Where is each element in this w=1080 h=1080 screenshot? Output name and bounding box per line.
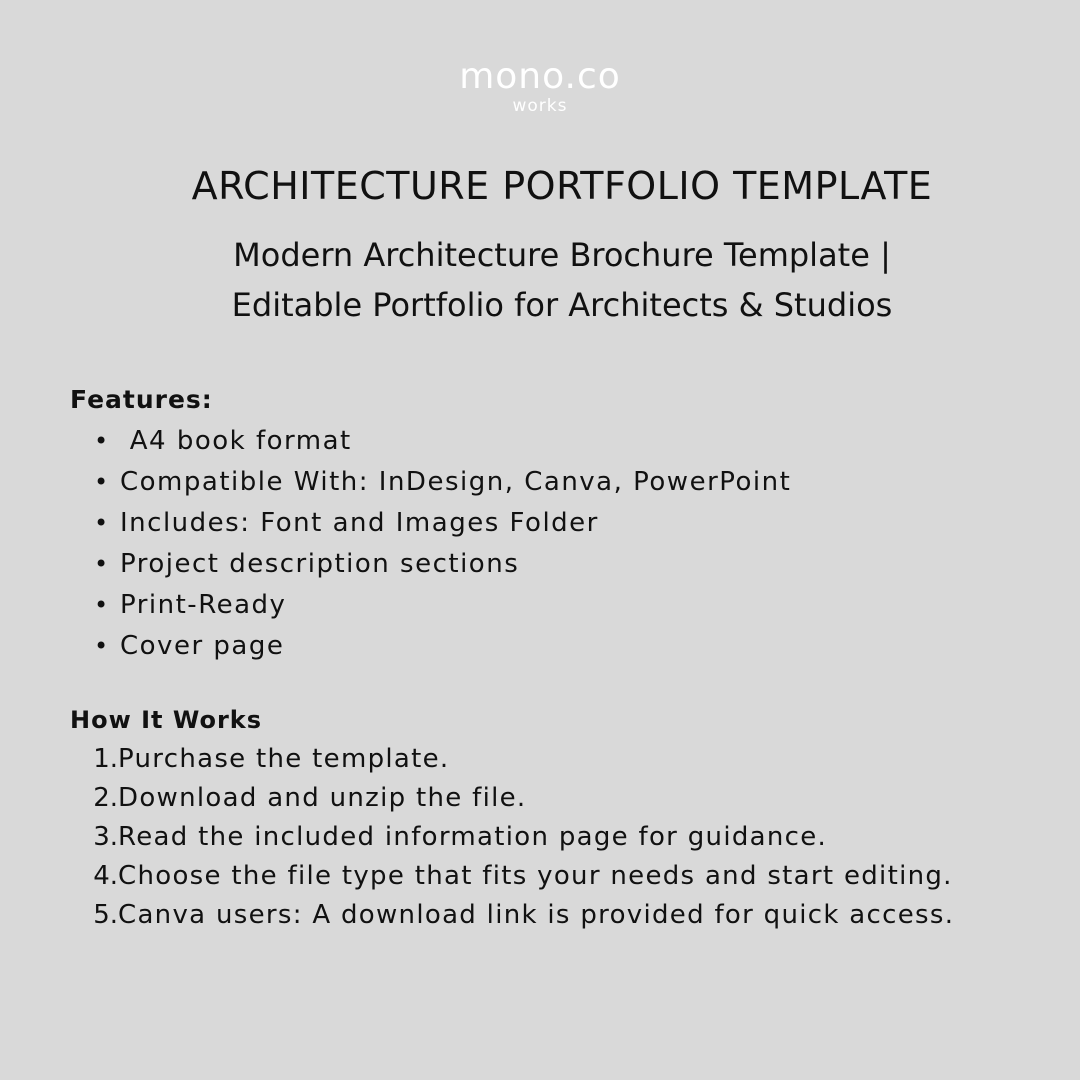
bullet-icon: • — [94, 591, 110, 619]
step-number: 1. — [93, 744, 118, 774]
feature-text: Print-Ready — [120, 590, 287, 620]
list-item — [90, 421, 791, 462]
features-list — [90, 421, 791, 667]
list-item — [90, 626, 791, 667]
subtitle-line-2: Editable Portfolio for Architects & Studios — [231, 286, 893, 324]
bullet-icon: • — [94, 509, 110, 537]
bullet-icon: • — [94, 550, 110, 578]
step-text: Read the included information page for guidance. — [118, 822, 828, 852]
list-item — [90, 503, 791, 544]
feature-text: Project description sections — [120, 549, 520, 579]
list-item — [90, 544, 791, 585]
step-number: 3. — [93, 822, 118, 852]
features-heading: Features: — [70, 385, 213, 414]
list-item — [90, 462, 791, 503]
step-number: 4. — [93, 861, 118, 891]
feature-text: A4 book format — [120, 426, 352, 456]
logo-tagline: works — [512, 96, 568, 116]
feature-text: Compatible With: InDesign, Canva, PowerPoint — [120, 467, 792, 497]
list-item — [84, 818, 954, 857]
feature-text: Cover page — [120, 631, 285, 661]
bullet-icon: • — [94, 427, 110, 455]
logo-wordmark: mono.co — [459, 56, 621, 97]
step-text: Choose the file type that fits your needs and start editing. — [118, 861, 953, 891]
page-title: ARCHITECTURE PORTFOLIO TEMPLATE — [191, 164, 933, 208]
step-text: Canva users: A download link is provided for quick access. — [118, 900, 955, 930]
bullet-icon: • — [94, 632, 110, 660]
bullet-icon: • — [94, 468, 110, 496]
steps-list — [84, 740, 954, 935]
how-it-works-heading: How It Works — [70, 706, 263, 734]
step-text: Purchase the template. — [118, 744, 450, 774]
step-number: 5. — [93, 900, 118, 930]
brand-logo — [0, 54, 1080, 116]
list-item — [84, 779, 954, 818]
feature-text: Includes: Font and Images Folder — [120, 508, 599, 538]
list-item — [84, 857, 954, 896]
page-subtitle — [100, 230, 1024, 330]
step-text: Download and unzip the file. — [118, 783, 527, 813]
list-item — [84, 740, 954, 779]
list-item — [90, 585, 791, 626]
step-number: 2. — [93, 783, 118, 813]
list-item — [84, 896, 954, 935]
subtitle-line-1: Modern Architecture Brochure Template | — [233, 236, 891, 274]
